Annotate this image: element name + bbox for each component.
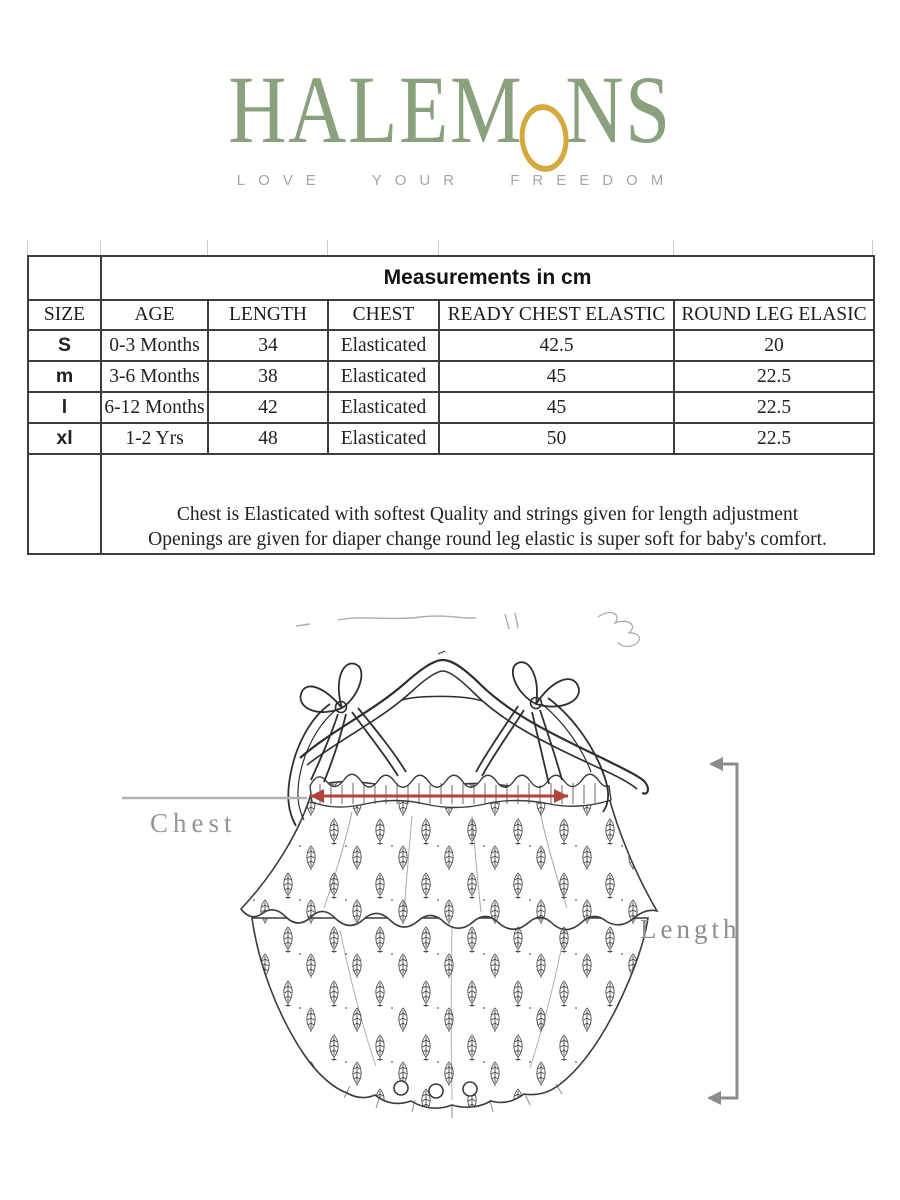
size-value: xl bbox=[28, 423, 101, 454]
chest-label: Chest bbox=[150, 808, 237, 838]
table-artifact-line bbox=[673, 240, 674, 256]
romper-garment bbox=[241, 774, 657, 1118]
size-value: l bbox=[28, 392, 101, 423]
table-artifact-line bbox=[438, 240, 439, 256]
round-leg-elastic-value: 20 bbox=[674, 330, 874, 361]
table-note-row bbox=[28, 454, 874, 554]
round-leg-elastic-value: 22.5 bbox=[674, 392, 874, 423]
brand-name bbox=[228, 56, 672, 163]
round-leg-elastic-value: 22.5 bbox=[674, 423, 874, 454]
chest-value: Elasticated bbox=[328, 361, 439, 392]
age-value: 1-2 Yrs bbox=[101, 423, 208, 454]
age-value: 3-6 Months bbox=[101, 361, 208, 392]
size-value: m bbox=[28, 361, 101, 392]
chest-value: Elasticated bbox=[328, 392, 439, 423]
chest-value: Elasticated bbox=[328, 330, 439, 361]
ready-chest-elastic-value: 45 bbox=[439, 392, 674, 423]
empty-corner-cell bbox=[28, 256, 101, 300]
table-row-xl bbox=[28, 423, 874, 454]
col-header-length: LENGTH bbox=[208, 300, 328, 330]
brand-name-part1: HALEM bbox=[228, 56, 524, 163]
brand-name-part2: NS bbox=[565, 56, 672, 163]
table-header-row bbox=[28, 300, 874, 330]
note-cell bbox=[101, 454, 874, 554]
table-row-l bbox=[28, 392, 874, 423]
length-value: 42 bbox=[208, 392, 328, 423]
table-artifact-line bbox=[872, 240, 873, 256]
length-value: 38 bbox=[208, 361, 328, 392]
length-measure bbox=[640, 757, 740, 1105]
chest-value: Elasticated bbox=[328, 423, 439, 454]
table-title-row bbox=[28, 256, 874, 300]
empty-size-cell bbox=[28, 454, 101, 554]
length-value: 48 bbox=[208, 423, 328, 454]
ready-chest-elastic-value: 50 bbox=[439, 423, 674, 454]
length-arrowhead-top bbox=[709, 757, 723, 771]
age-value: 0-3 Months bbox=[101, 330, 208, 361]
table-artifact-line bbox=[207, 240, 208, 256]
ruffle-band bbox=[310, 774, 611, 807]
length-arrowhead-bottom bbox=[707, 1091, 721, 1105]
table-title: Measurements in cm bbox=[101, 256, 874, 300]
brand-logo bbox=[0, 56, 900, 189]
note-line-2: Openings are given for diaper change round leg elastic is super soft for baby's comfort. bbox=[148, 529, 827, 551]
stray-sketch-marks bbox=[296, 613, 639, 647]
col-header-ready-chest-elastic: READY CHEST ELASTIC bbox=[439, 300, 674, 330]
ready-chest-elastic-value: 42.5 bbox=[439, 330, 674, 361]
bloomer-pattern bbox=[252, 918, 648, 1108]
length-value: 34 bbox=[208, 330, 328, 361]
col-header-age: AGE bbox=[101, 300, 208, 330]
ready-chest-elastic-value: 45 bbox=[439, 361, 674, 392]
table-artifact-line bbox=[27, 240, 28, 256]
table-row-m bbox=[28, 361, 874, 392]
romper-measurement-diagram bbox=[0, 600, 900, 1200]
col-header-size: SIZE bbox=[28, 300, 101, 330]
table-row-s bbox=[28, 330, 874, 361]
hanger bbox=[300, 651, 648, 794]
table-artifact-line bbox=[100, 240, 101, 256]
length-label: Length bbox=[640, 914, 741, 944]
age-value: 6-12 Months bbox=[101, 392, 208, 423]
note-line-1: Chest is Elasticated with softest Quality and strings given for length adjustment bbox=[176, 503, 799, 525]
size-chart-table bbox=[27, 255, 875, 555]
col-header-chest: CHEST bbox=[328, 300, 439, 330]
size-value: S bbox=[28, 330, 101, 361]
col-header-round-leg-elastic: ROUND LEG ELASIC bbox=[674, 300, 874, 330]
brand-tagline: LOVE YOUR FREEDOM bbox=[236, 172, 677, 189]
round-leg-elastic-value: 22.5 bbox=[674, 361, 874, 392]
table-artifact-line bbox=[327, 240, 328, 256]
